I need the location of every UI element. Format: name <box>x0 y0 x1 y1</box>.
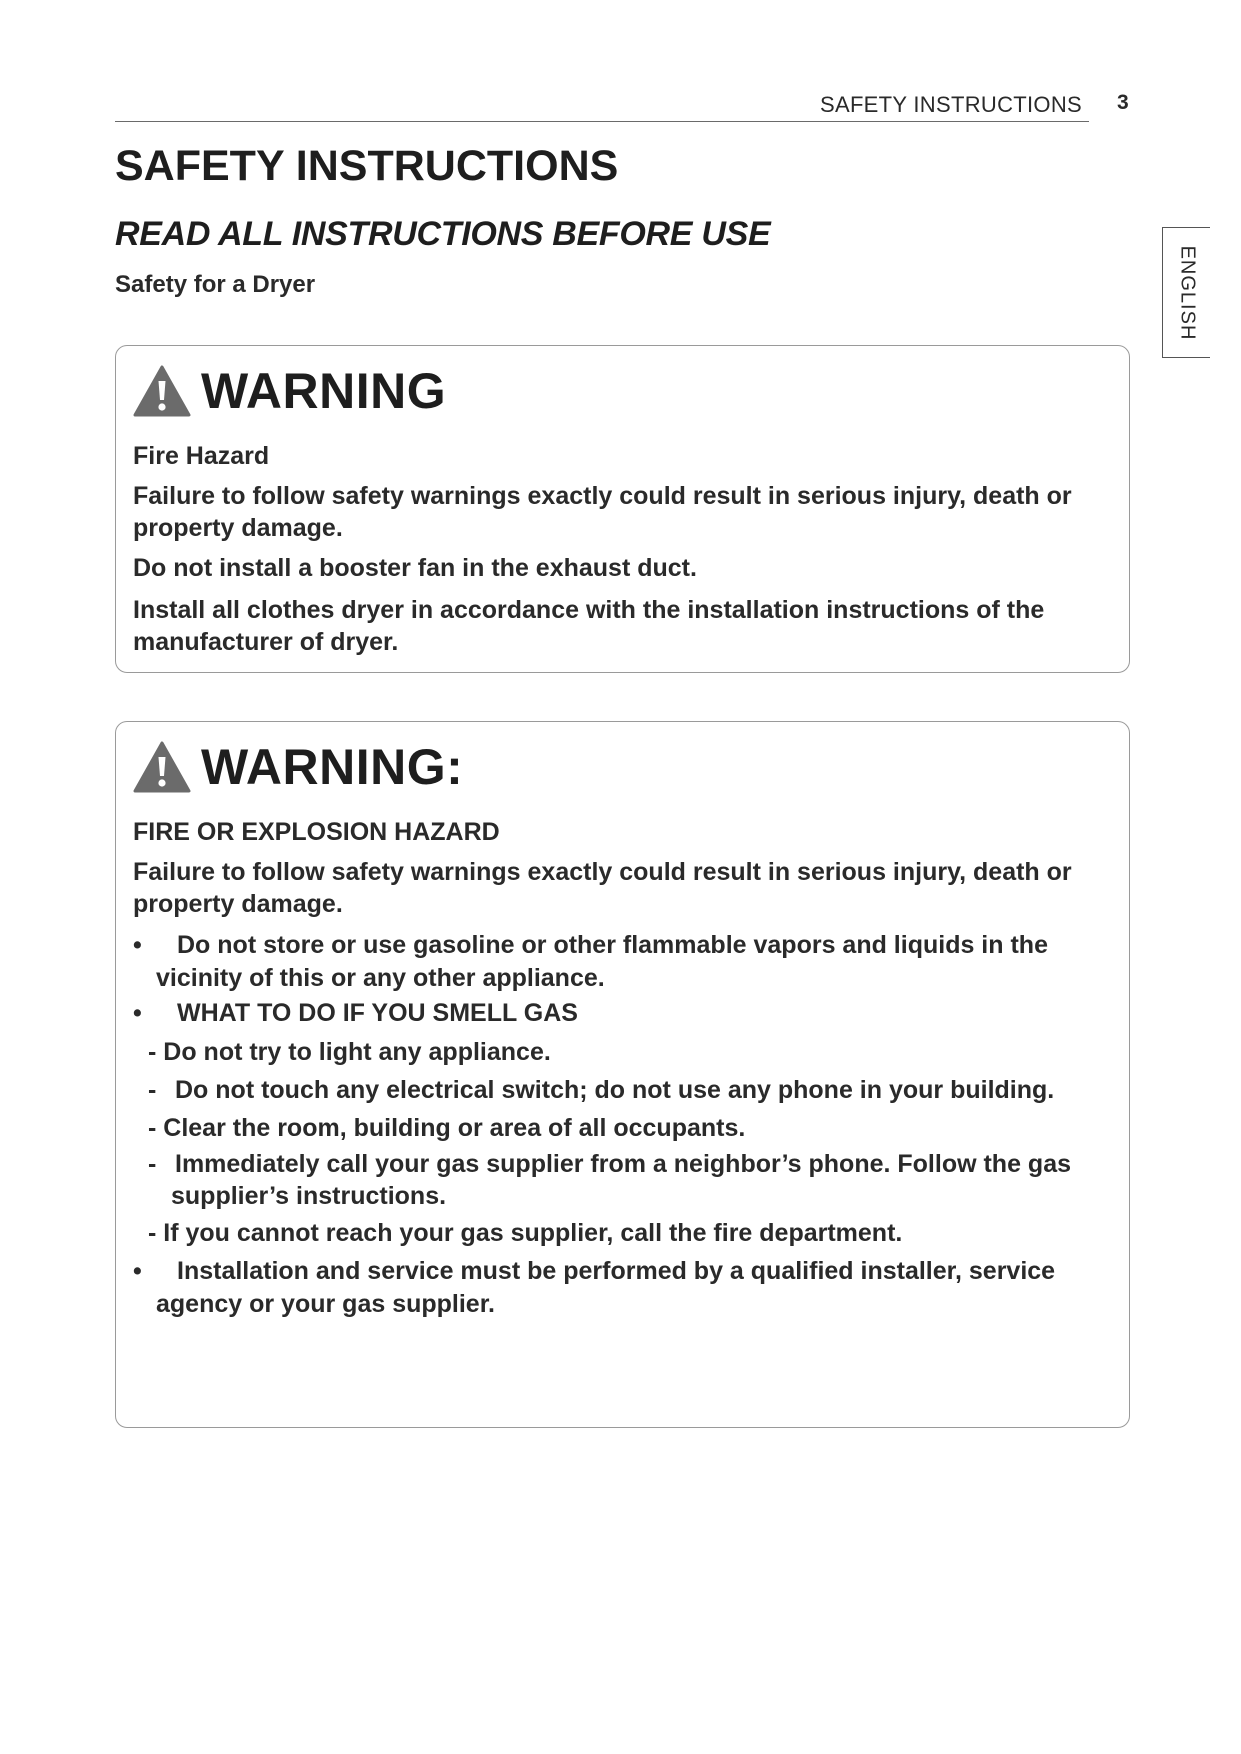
language-tab <box>1162 227 1210 358</box>
warning-paragraph: Install all clothes dryer in accordance with the installation instructions of the manufacturer of dryer. <box>133 596 1045 656</box>
section-heading: Safety for a Dryer <box>115 271 316 298</box>
warning-paragraph: Failure to follow safety warnings exactly could result in serious injury, death or property damage. <box>133 858 1072 918</box>
bullet-dot: • <box>133 999 142 1027</box>
hazard-label: FIRE OR EXPLOSION HAZARD <box>133 818 500 846</box>
step-dash: - <box>148 1150 157 1178</box>
warning-box-fire-hazard <box>115 345 1130 673</box>
bullet-text: WHAT TO DO IF YOU SMELL GAS <box>177 999 578 1027</box>
language-label: ENGLISH <box>1176 245 1198 340</box>
warning-paragraph: Do not install a booster fan in the exhaust duct. <box>133 554 697 582</box>
bullet-dot: • <box>133 1257 142 1285</box>
gas-step <box>133 1148 1113 1212</box>
bullet-item <box>133 997 1113 1030</box>
step-text: Do not touch any electrical switch; do not use any phone in your building. <box>175 1076 1055 1104</box>
warning-header <box>133 360 1113 422</box>
page-subtitle: READ ALL INSTRUCTIONS BEFORE USE <box>115 215 771 253</box>
warning-paragraph: Failure to follow safety warnings exactly could result in serious injury, death or property damage. <box>133 482 1072 542</box>
step-dash: - <box>148 1076 157 1104</box>
warning-triangle-icon <box>133 364 191 418</box>
bullet-text: Do not store or use gasoline or other flammable vapors and liquids in the vicinity of this or any other appliance. <box>156 931 1048 992</box>
warning-title: WARNING <box>201 363 447 419</box>
gas-step <box>133 1074 1113 1106</box>
bullet-dot: • <box>133 931 142 959</box>
warning-box-explosion-hazard <box>115 721 1130 1428</box>
running-header: SAFETY INSTRUCTIONS <box>820 92 1082 117</box>
gas-step: - Clear the room, building or area of all occupants. <box>148 1114 746 1142</box>
page-number: 3 <box>1117 91 1129 114</box>
hazard-label: Fire Hazard <box>133 442 270 470</box>
bullet-item <box>133 1255 1113 1321</box>
header-rule <box>115 121 1089 122</box>
gas-step: - If you cannot reach your gas supplier, call the fire department. <box>148 1219 903 1247</box>
gas-step: - Do not try to light any appliance. <box>148 1038 551 1066</box>
bullet-item <box>133 929 1113 995</box>
warning-header <box>133 736 1113 798</box>
warning-triangle-icon <box>133 740 191 794</box>
step-text: Immediately call your gas supplier from a neighbor’s phone. Follow the gas supplier’s instructions. <box>171 1150 1072 1210</box>
warning-title: WARNING: <box>201 739 464 795</box>
page-title: SAFETY INSTRUCTIONS <box>115 142 619 190</box>
bullet-text: Installation and service must be performed by a qualified installer, service agency or your gas supplier. <box>156 1257 1056 1318</box>
